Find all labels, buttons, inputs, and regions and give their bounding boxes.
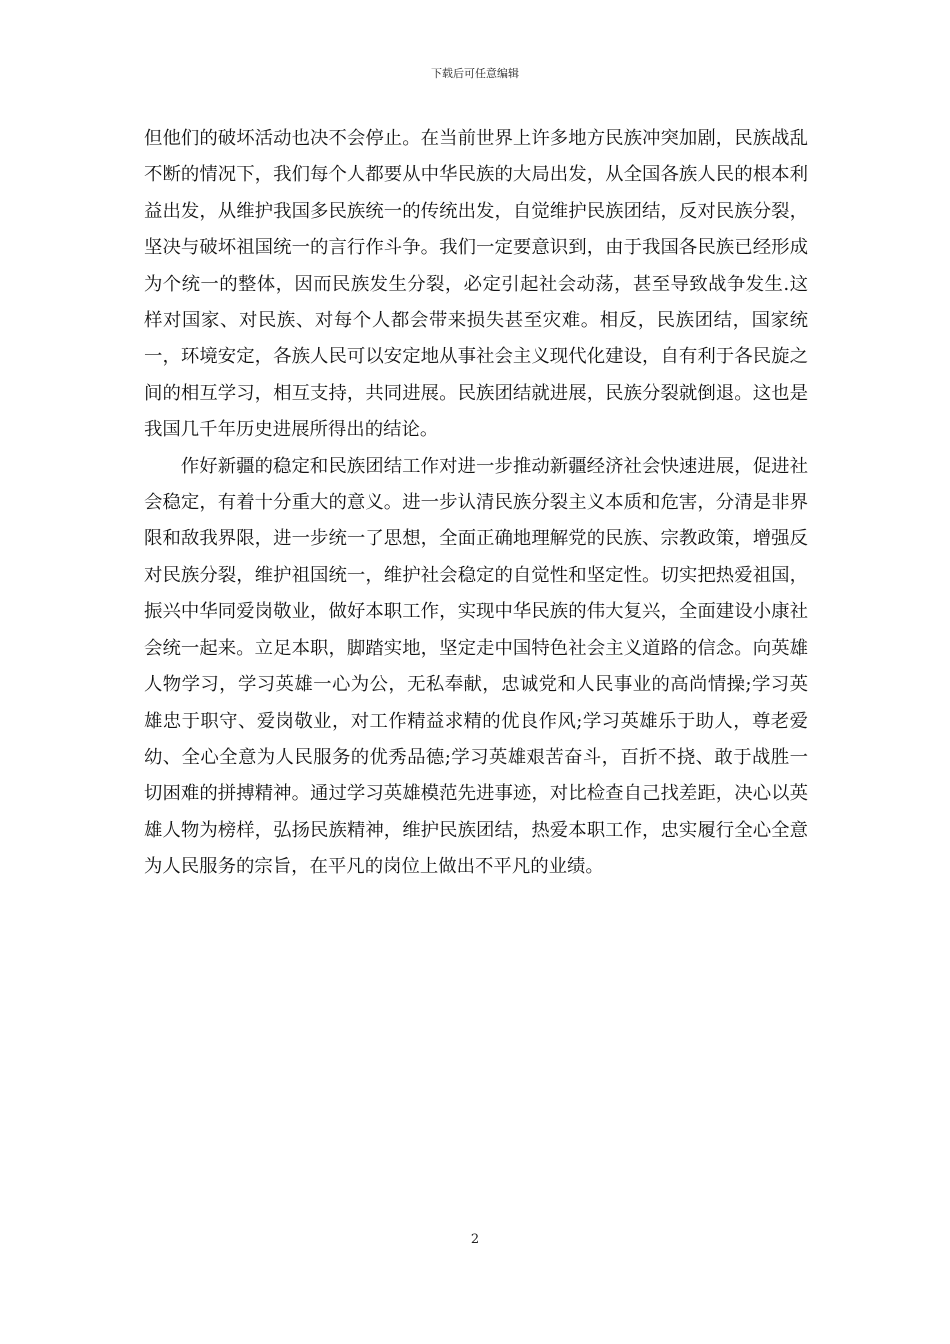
paragraph: 作好新疆的稳定和民族团结工作对进一步推动新疆经济社会快速进展，促进社会稳定，有着十分重大的意义。进一步认清民族分裂主义本质和危害，分清是非界限和敌我界限，进一步统一了思想，全面正确地理解党的民族、宗教政策，增强反对民族分裂，维护祖国统一，维护社会稳定的自觉性和坚定性。切实把热爱祖国，振兴中华同爱岗敬业，做好本职工作，实现中华民族的伟大复兴，全面建设小康社会统一起来。立足本职，脚踏实地，坚定走中国特色社会主义道路的信念。向英雄人物学习，学习英雄一心为公，无私奉献，忠诚党和人民事业的高尚情操;学习英雄忠于职守、爱岗敬业，对工作精益求精的优良作风;学习英雄乐于助人，尊老爱幼、全心全意为人民服务的优秀品德;学习英雄艰苦奋斗，百折不挠、敢于战胜一切困难的拼搏精神。通过学习英雄模范先进事迹，对比检查自己找差距，决心以英雄人物为榜样，弘扬民族精神，维护民族团结，热爱本职工作，忠实履行全心全意为人民服务的宗旨，在平凡的岗位上做出不平凡的业绩。 bbox=[144, 455, 808, 878]
body-text bbox=[144, 121, 808, 886]
page-header: 下载后可任意编辑 bbox=[431, 67, 519, 80]
paragraph-continued: 但他们的破坏活动也决不会停止。在当前世界上许多地方民族冲突加剧，民族战乱不断的情况下，我们每个人都要从中华民族的大局出发，从全国各族人民的根本利益出发，从维护我国多民族统一的传统出发，自觉维护民族团结，反对民族分裂，坚决与破坏祖国统一的言行作斗争。我们一定要意识到，由于我国各民族已经形成为个统一的整体，因而民族发生分裂，必定引起社会动荡，甚至导致战争发生.这样对国家、对民族、对每个人都会带来损失甚至灾难。相反，民族团结，国家统一，环境安定，各族人民可以安定地从事社会主义现代化建设，自有利于各民旋之间的相互学习，相互支持，共同进展。民族团结就进展，民族分裂就倒退。这也是我国几千年历史进展所得出的结论。 bbox=[144, 128, 808, 441]
page-number: 2 bbox=[470, 1232, 480, 1247]
